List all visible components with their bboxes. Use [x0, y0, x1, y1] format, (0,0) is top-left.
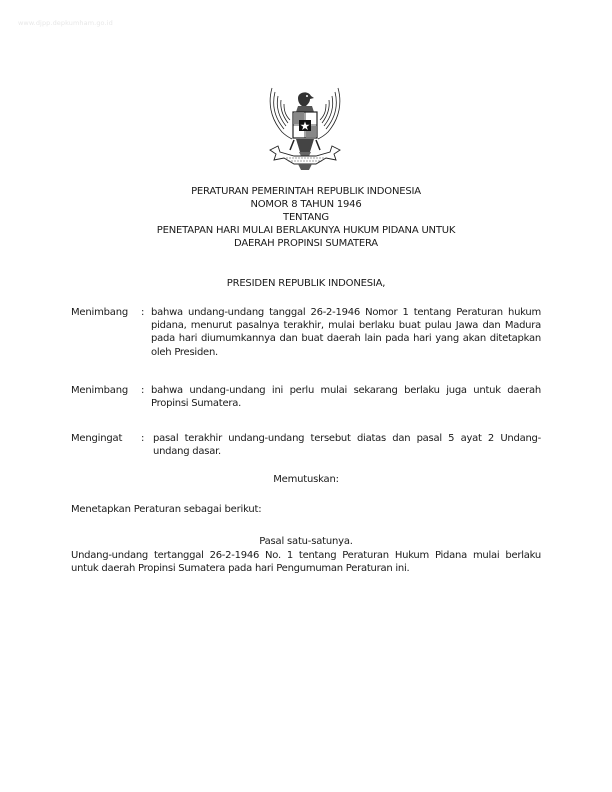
clause-text: bahwa undang-undang tanggal 26-2-1946 Nomor 1 tentang Peraturan hukum pidana, menurut pasalnya terakhir, mulai berlaku buat pulau Jawa dan Madura pada hari diumumkannya dan buat daerah lain pada hari yang akan ditetapkan oleh Presiden.: [151, 307, 541, 358]
establish-statement: Menetapkan Peraturan sebagai berikut:: [71, 504, 262, 515]
document-title-block: [0, 185, 612, 250]
decide-heading: Memutuskan:: [273, 474, 339, 485]
considering-clause-2: [71, 384, 541, 410]
garuda-pancasila-emblem-icon: [264, 84, 346, 172]
clause-colon: :: [141, 385, 145, 396]
clause-text: bahwa undang-undang ini perlu mulai sekarang berlaku juga untuk daerah Propinsi Sumatera.: [151, 385, 541, 410]
title-regulation: PERATURAN PEMERINTAH REPUBLIK INDONESIA: [191, 186, 421, 197]
clause-label: Menimbang: [71, 307, 128, 318]
title-number: NOMOR 8 TAHUN 1946: [250, 199, 362, 210]
title-subject-line2: DAERAH PROPINSI SUMATERA: [234, 238, 378, 249]
article-title: Pasal satu-satunya.: [259, 536, 353, 547]
clause-colon: :: [141, 307, 145, 318]
watermark-url: www.djpp.depkumham.go.id: [18, 19, 113, 27]
considering-clause-1: [71, 306, 541, 359]
clause-colon: :: [141, 433, 145, 444]
president-heading: PRESIDEN REPUBLIK INDONESIA,: [226, 278, 386, 289]
clause-text: pasal terakhir undang-undang tersebut diatas dan pasal 5 ayat 2 Undang-undang dasar.: [153, 433, 541, 458]
clause-label: Mengingat: [71, 433, 123, 444]
title-about: TENTANG: [283, 212, 329, 223]
clause-label: Menimbang: [71, 385, 128, 396]
article-body: Undang-undang tertanggal 26-2-1946 No. 1 tentang Peraturan Hukum Pidana mulai berlaku untuk daerah Propinsi Sumatera pada hari Pengumuman Peraturan ini.: [71, 550, 541, 575]
title-subject-line1: PENETAPAN HARI MULAI BERLAKUNYA HUKUM PIDANA UNTUK: [156, 225, 456, 236]
recalling-clause: [71, 432, 541, 458]
